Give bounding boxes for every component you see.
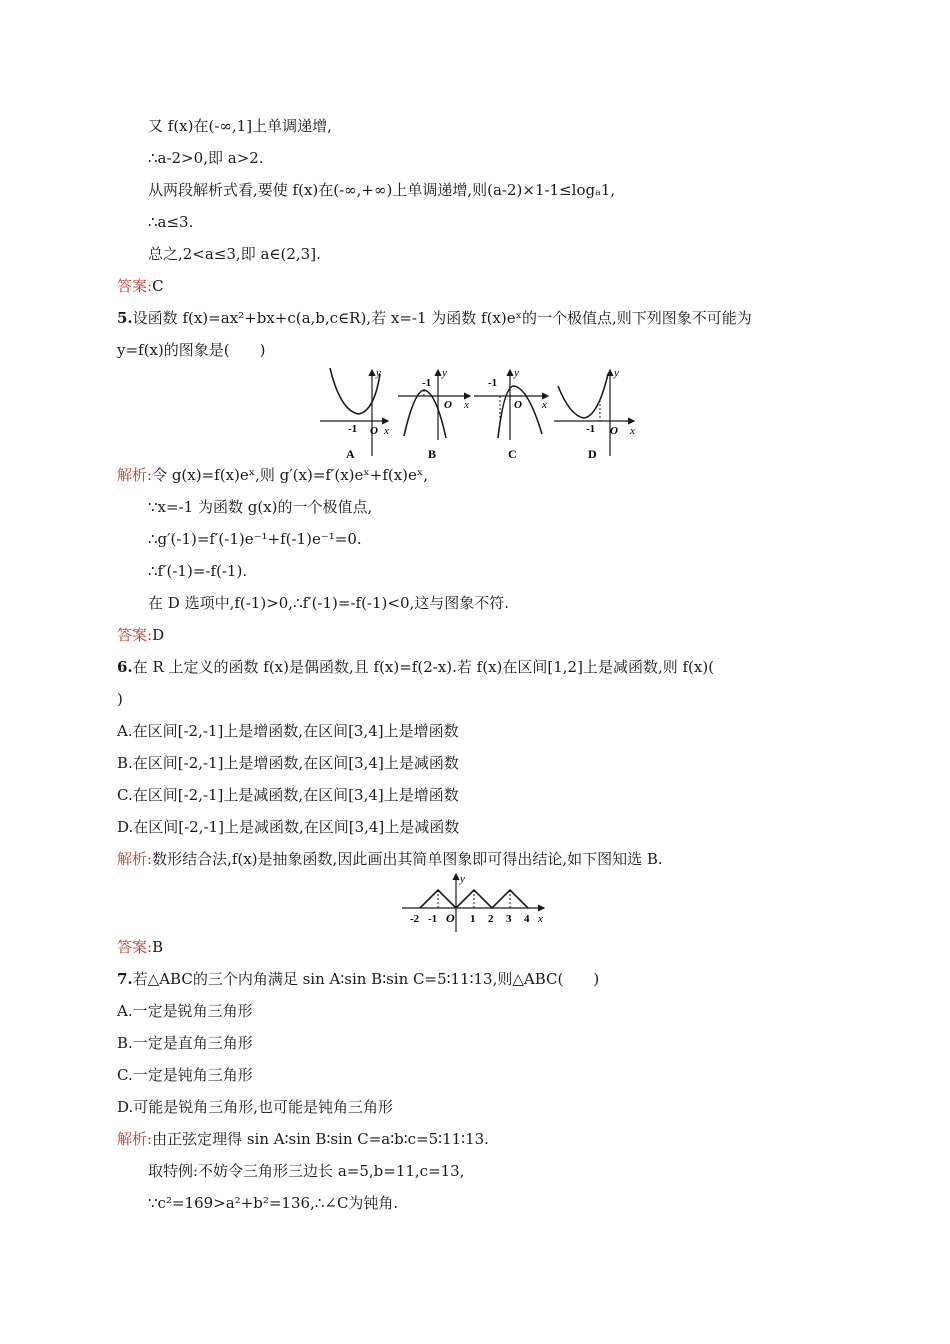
origin-label: O	[446, 911, 455, 925]
solution-text: 由正弦定理得 sin A∶sin B∶sin C=a∶b∶c=5∶11∶13.	[152, 1130, 489, 1148]
option-b: B.在区间[-2,-1]上是增函数,在区间[3,4]上是减函数	[117, 754, 459, 772]
tick-label: 2	[488, 913, 494, 925]
solution-line: 又 f(x)在(-∞,1]上单调递增,	[148, 117, 332, 135]
tick-label: -2	[410, 913, 420, 925]
answer-label: 答案:	[117, 277, 153, 295]
answer-value: B	[152, 938, 164, 956]
graph-a	[320, 367, 389, 461]
x-axis-label: x	[538, 913, 543, 925]
solution-text: 数形结合法,f(x)是抽象函数,因此画出其简单图象即可得出结论,如下图知选 B.	[152, 850, 663, 868]
x-axis-label: x	[630, 425, 635, 437]
solution-line: ∴a-2>0,即 a>2.	[148, 149, 264, 167]
solution-text: 令 g(x)=f(x)eˣ,则 g′(x)=f′(x)eˣ+f(x)eˣ,	[152, 466, 429, 484]
question-text: 设函数 f(x)=ax²+bx+c(a,b,c∈R),若 x=-1 为函数 f(x)eˣ的一个极值点,则下列图象不可能为	[132, 309, 752, 327]
option-label-a: A	[346, 447, 355, 461]
graph-b	[398, 367, 470, 461]
y-axis-label: y	[376, 367, 381, 379]
option-c: C.一定是钝角三角形	[117, 1066, 253, 1084]
question-7-stem	[117, 969, 599, 989]
origin-label: O	[370, 425, 378, 437]
tick-label: -1	[586, 423, 596, 435]
y-axis-label: y	[460, 873, 465, 885]
tick-label: 3	[506, 913, 512, 925]
answer-label: 答案:	[117, 938, 153, 956]
option-d: D.可能是锐角三角形,也可能是钝角三角形	[117, 1098, 394, 1116]
solution-line: 总之,2<a≤3,即 a∈(2,3].	[148, 245, 321, 263]
solution-line	[117, 465, 428, 485]
question-number: 6.	[117, 658, 133, 676]
answer-label: 答案:	[117, 626, 153, 644]
solution-line: 取特例:不妨令三角形三边长 a=5,b=11,c=13,	[148, 1162, 465, 1180]
question-6-graph	[398, 872, 550, 934]
solution-label: 解析:	[117, 466, 153, 484]
solution-line: ∵c²=169>a²+b²=136,∴∠C为钝角.	[148, 1194, 399, 1212]
y-axis-label: y	[514, 367, 519, 379]
option-label-b: B	[428, 447, 437, 461]
tick-label: 1	[470, 913, 476, 925]
answer-line	[117, 937, 163, 957]
origin-label: O	[444, 399, 452, 411]
question-6-stem	[117, 657, 714, 677]
tick-label: -1	[428, 913, 438, 925]
solution-line: 在 D 选项中,f(-1)>0,∴f′(-1)=-f(-1)<0,这与图象不符.	[148, 594, 510, 612]
answer-line	[117, 276, 164, 296]
question-5-stem	[117, 308, 752, 328]
question-number: 5.	[117, 309, 133, 327]
answer-value: C	[152, 277, 164, 295]
option-a: A.一定是锐角三角形	[117, 1002, 253, 1020]
solution-line	[117, 849, 663, 869]
solution-line: ∴a≤3.	[148, 213, 194, 231]
origin-label: O	[610, 425, 618, 437]
solution-line: ∵x=-1 为函数 g(x)的一个极值点,	[148, 498, 373, 516]
x-axis-label: x	[384, 425, 389, 437]
tick-label: -1	[348, 423, 358, 435]
y-axis-label: y	[442, 367, 447, 379]
option-label-c: C	[508, 447, 517, 461]
solution-line	[117, 1129, 489, 1149]
question-number: 7.	[117, 970, 133, 988]
question-5-option-graphs	[318, 366, 648, 464]
question-6-stem-cont: )	[117, 690, 123, 708]
graph-d	[554, 367, 635, 461]
x-axis-label: x	[542, 399, 547, 411]
solution-label: 解析:	[117, 850, 153, 868]
option-b: B.一定是直角三角形	[117, 1034, 253, 1052]
y-axis-label: y	[614, 367, 619, 379]
tick-label: -1	[422, 377, 432, 389]
solution-line: ∴g′(-1)=f′(-1)e⁻¹+f(-1)e⁻¹=0.	[148, 530, 362, 548]
answer-value: D	[152, 626, 165, 644]
question-text: 在 R 上定义的函数 f(x)是偶函数,且 f(x)=f(2-x).若 f(x)在区间[1,2]上是减函数,则 f(x)(	[132, 658, 715, 676]
solution-line: ∴f′(-1)=-f(-1).	[148, 562, 248, 580]
x-axis-label: x	[464, 399, 469, 411]
tick-label: 4	[524, 913, 530, 925]
tick-label: -1	[488, 377, 498, 389]
solution-line: 从两段解析式看,要使 f(x)在(-∞,+∞)上单调递增,则(a-2)×1-1≤logₐ1,	[148, 181, 616, 199]
solution-label: 解析:	[117, 1130, 153, 1148]
option-label-d: D	[588, 447, 597, 461]
option-c: C.在区间[-2,-1]上是减函数,在区间[3,4]上是增函数	[117, 786, 459, 804]
graph-c	[474, 367, 548, 461]
answer-line	[117, 625, 164, 645]
question-5-stem-cont: y=f(x)的图象是( )	[117, 341, 266, 359]
option-d: D.在区间[-2,-1]上是减函数,在区间[3,4]上是减函数	[117, 818, 460, 836]
question-text: 若△ABC的三个内角满足 sin A∶sin B∶sin C=5∶11∶13,则△ABC( )	[132, 970, 600, 988]
option-a: A.在区间[-2,-1]上是增函数,在区间[3,4]上是增函数	[117, 722, 459, 740]
origin-label: O	[514, 399, 522, 411]
